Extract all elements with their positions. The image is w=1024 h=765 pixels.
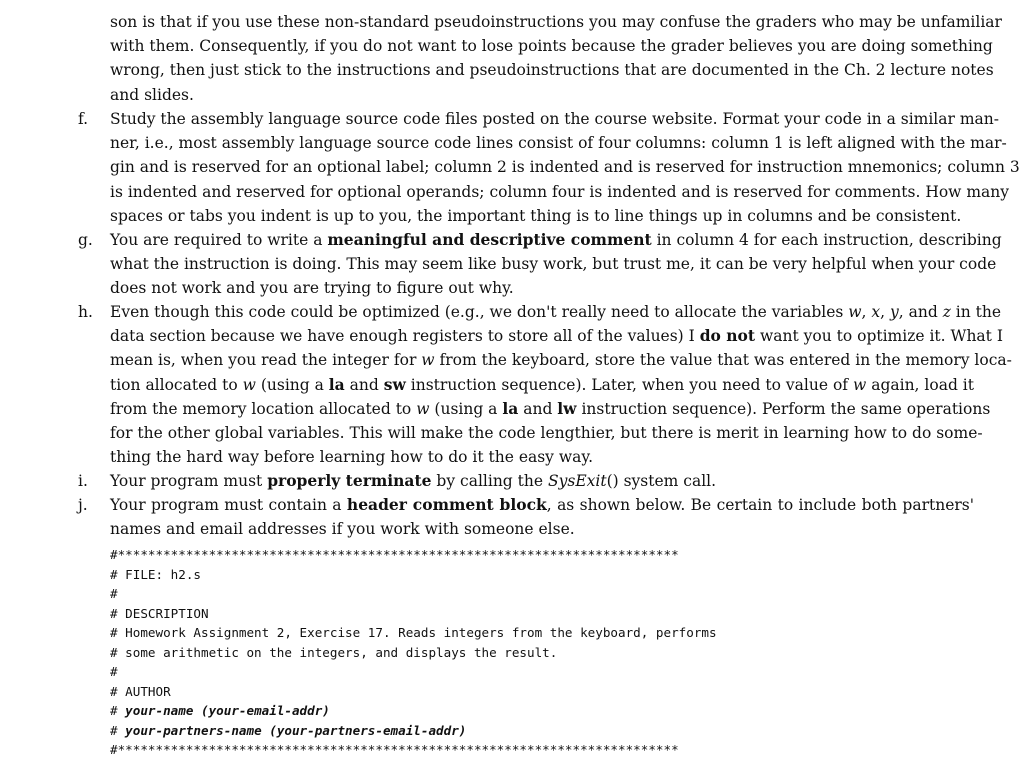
- math-var: w: [416, 399, 430, 418]
- code-line: # Homework Assignment 2, Exercise 17. Reads integers from the keyboard, performs: [110, 625, 717, 640]
- bold-text: properly terminate: [267, 471, 432, 490]
- math-var: y: [890, 303, 899, 321]
- bold-text: lw: [557, 398, 577, 418]
- text-run: want you to optimize it. What I: [755, 327, 1003, 346]
- text-run: instruction sequence). Later, when you need to value of: [405, 375, 853, 394]
- italic-text: SysExit: [547, 472, 607, 490]
- text-line: son is that if you use these non-standard pseudoinstructions you may confuse the graders who may be unfamiliar: [110, 13, 1002, 31]
- list-item-j: [110, 493, 974, 541]
- text-run: in the: [950, 303, 1002, 321]
- text-run: in column 4 for each instruction, describing: [651, 231, 1002, 249]
- code-line: #: [110, 586, 118, 601]
- text-line: [110, 324, 1003, 348]
- text-line: Study the assembly language source code files posted on the course website. Format your code in a similar man-: [110, 110, 1000, 128]
- text-run: , and: [898, 303, 943, 321]
- text-run: Your program must contain a: [110, 496, 347, 514]
- text-line: [110, 348, 1012, 372]
- text-run: instruction sequence). Perform the same operations: [576, 399, 991, 418]
- text-line: is indented and reserved for optional operands; column four is indented and is reserved for comments. How many: [110, 182, 1010, 201]
- text-run: tion allocated to: [110, 375, 243, 394]
- code-line: [110, 701, 717, 721]
- text-line: thing the hard way before learning how to do it the easy way.: [110, 448, 593, 467]
- text-run: and: [344, 375, 384, 394]
- math-var: z: [942, 303, 951, 321]
- bold-text: la: [502, 398, 519, 418]
- math-var: w: [242, 375, 256, 394]
- text-run: You are required to write a: [110, 231, 328, 249]
- list-item-g: [110, 228, 1002, 301]
- code-placeholder: your-partners-name (your-partners-email-addr): [125, 722, 467, 738]
- bold-text: la: [328, 374, 345, 394]
- text-line: [110, 493, 974, 517]
- code-line: # DESCRIPTION: [110, 605, 209, 621]
- text-run: (using a: [255, 375, 329, 394]
- code-text: #: [110, 722, 126, 738]
- list-marker-i: i.: [78, 472, 88, 490]
- text-line: ner, i.e., most assembly language source code lines consist of four columns: column 1 is left aligned with the mar-: [110, 134, 1007, 153]
- math-var: w: [848, 303, 862, 321]
- text-run: again, load it: [866, 375, 974, 394]
- text-line: [110, 469, 974, 493]
- code-line: [110, 721, 717, 741]
- math-var: x: [871, 303, 881, 321]
- text-run: from the memory location allocated to: [110, 399, 417, 418]
- code-line: #**************************************************************************: [110, 742, 679, 757]
- text-run: by calling the: [431, 472, 548, 490]
- text-line: wrong, then just stick to the instructions and pseudoinstructions that are documented in the Ch. 2 lecture notes: [110, 61, 994, 80]
- text-line: [110, 397, 991, 421]
- text-line: does not work and you are trying to figure out why.: [110, 279, 514, 298]
- bold-text: header comment block: [346, 495, 547, 514]
- text-run: (using a: [429, 399, 503, 418]
- bold-text: meaningful and descriptive comment: [327, 230, 652, 249]
- text-run: ,: [861, 303, 872, 321]
- code-placeholder: your-name (your-email-addr): [125, 703, 330, 718]
- math-var: w: [852, 375, 867, 394]
- text-run: Your program must: [110, 472, 268, 490]
- list-item-f: [110, 107, 1020, 228]
- text-run: data section because we have enough registers to store all of the values) I: [110, 327, 700, 346]
- text-line: for the other global variables. This will make the code lengthier, but there is merit in learning how to do some-: [110, 424, 983, 443]
- text-run: , as shown below. Be certain to include both partners': [546, 496, 974, 514]
- text-line: with them. Consequently, if you do not want to lose points because the grader believes you are doing something: [110, 37, 993, 56]
- text-line: spaces or tabs you indent is up to you, the important thing is to line things up in columns and be consistent.: [110, 206, 962, 225]
- text-line: what the instruction is doing. This may seem like busy work, but trust me, it can be very helpful when your code: [110, 255, 997, 274]
- text-line: and slides.: [110, 85, 194, 104]
- list-item-h: [110, 300, 1012, 469]
- text-line: gin and is reserved for an optional label; column 2 is indented and is reserved for instruction mnemonics; column 3: [110, 158, 1020, 177]
- list-marker-f: f.: [78, 110, 89, 128]
- code-line: # some arithmetic on the integers, and displays the result.: [110, 644, 558, 660]
- text-run: and: [518, 399, 558, 418]
- text-line: [110, 300, 1002, 324]
- header-comment-code-block: [110, 545, 717, 760]
- text-run: Even though this code could be optimized (e.g., we don't really need to allocate the variables: [110, 303, 849, 321]
- list-marker-g: g.: [78, 231, 93, 249]
- code-line: # AUTHOR: [110, 683, 171, 699]
- text-run: from the keyboard, store the value that was entered in the memory loca-: [434, 351, 1012, 370]
- text-run: ,: [880, 303, 890, 321]
- text-line: [110, 228, 1002, 252]
- text-run: () system call.: [606, 472, 717, 490]
- list-item-i: [110, 469, 974, 493]
- bold-text: sw: [383, 374, 406, 394]
- code-text: #: [110, 703, 126, 718]
- bold-text: do not: [699, 326, 756, 346]
- intro-paragraph: [110, 10, 1002, 107]
- list-marker-h: h.: [78, 303, 93, 321]
- math-var: w: [421, 351, 435, 370]
- code-line: #: [110, 664, 118, 679]
- text-line: names and email addresses if you work with someone else.: [110, 520, 575, 539]
- code-line: #**************************************************************************: [110, 547, 679, 562]
- code-line: # FILE: h2.s: [110, 566, 201, 582]
- text-run: mean is, when you read the integer for: [110, 351, 422, 370]
- text-line: [110, 373, 974, 397]
- list-marker-j: j.: [78, 496, 88, 514]
